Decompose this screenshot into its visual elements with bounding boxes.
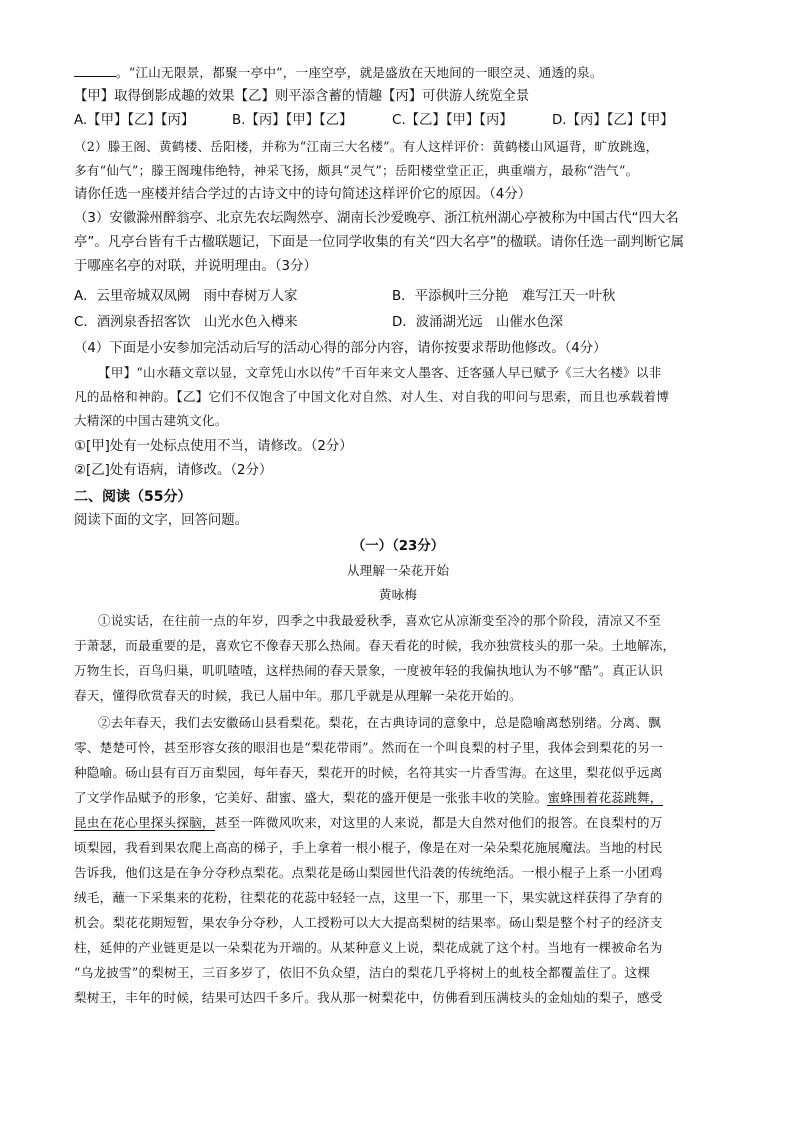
q3-line-2: 亭”。凡亭台皆有千古楹联题记，下面是一位同学收集的有关“四大名亭”的楹联。请你任选一副判断它属	[74, 235, 684, 250]
article-title: 从理解一朵花开始	[346, 563, 450, 578]
underlined-sentence-cont: 昆虫在花心里探头探脑，	[74, 815, 215, 830]
q3-line-1: （3）安徽滁州醉翁亭、北京先农坛陶然亭、湖南长沙爱晚亭、浙江杭州湖心亭被称为中国古代“四大名	[74, 211, 679, 226]
section-heading: 二、阅读（55分）	[74, 489, 192, 505]
choice-a: A.【甲】【乙】【丙】	[74, 113, 195, 128]
p2-line-11: “乌龙披雪”的梨树王，三百多岁了，依旧不负众望，洁白的梨花几乎将树上的虬枝全都覆盖住了。这棵	[74, 965, 651, 980]
q2-prompt: 请你任选一座楼并结合学过的古诗文中的诗句简述这样评价它的原因。（4分）	[74, 187, 532, 202]
q4-subquestion-1: ①[甲]处有一处标点使用不当，请修改。（2分）	[74, 439, 353, 454]
reading-instruction: 阅读下面的文字，回答问题。	[74, 513, 249, 528]
choice-d: D.【丙】【乙】【甲】	[552, 113, 674, 128]
choice-b: B.【丙】【甲】【乙】	[232, 113, 353, 128]
choice-c: C.【乙】【甲】【丙】	[392, 113, 513, 128]
couplet-c: C．酒洌泉香招客饮 山光水色入樽来	[74, 315, 298, 330]
p2-line-3: 种隐喻。砀山县有百万亩梨园，每年春天，梨花开的时候，名符其实一片香雪海。在这里，梨花似乎远离	[74, 765, 663, 780]
p2-line-1: ②去年春天，我们去安徽砀山县看梨花。梨花，在古典诗词的意象中，总是隐喻离愁别绪。分离、飘	[98, 715, 661, 730]
p1-line-1: ①说实话，在往前一点的年岁，四季之中我最爱秋季，喜欢它从凉渐变至冷的那个阶段，清凉又不至	[98, 613, 661, 628]
answer-blank	[74, 64, 116, 77]
couplet-b: B．平添枫叶三分艳 难写江天一叶秋	[392, 289, 616, 304]
p2-line-5: 昆虫在花心里探头探脑，甚至一阵微风吹来，对这里的人来说，都是大自然对他们的报答。在良梨村的万	[74, 815, 663, 830]
p2-line-7: 告诉我，他们这是在争分夺秒点梨花。点梨花是砀山梨园世代沿袭的传统绝活。一根小棍子上系一小团鸡	[74, 865, 663, 880]
q2-line-1: （2）滕王阁、黄鹤楼、岳阳楼，并称为“江南三大名楼”。有人这样评价：黄鹤楼山风逼背，旷放跳逸，	[74, 139, 659, 154]
p2-line-2: 零、楚楚可怜，甚至形容女孩的眼泪也是“梨花带雨”。然而在一个叫良梨的村子里，我体会到梨花的另一	[74, 740, 663, 755]
p2-line-10: 柱，延伸的产业链更是以一朵梨花为开端的。从某种意义上说，梨花成就了这个村。当地有一棵被命名为	[74, 940, 663, 955]
p1-line-4: 春天，懂得欣赏春天的时候，我已人届中年。那几乎就是从理解一朵花开始的。	[74, 688, 522, 703]
p1-line-2: 于萧瑟，而最重要的是，喜欢它不像春天那么热闹。春天看花的时候，我亦独赏枝头的那一朵。土地解冻，	[74, 638, 676, 653]
couplet-a: A．云里帝城双凤阙 雨中春树万人家	[74, 289, 298, 304]
fill-blank-line: 。“江山无限景，都聚一亭中”，一座空亭，就是盛放在天地间的一眼空灵、通透的泉。	[74, 64, 722, 82]
subsection-heading: （一）（23分）	[351, 539, 445, 554]
couplet-d: D．波涌湖光远 山催水色深	[392, 315, 563, 330]
underlined-sentence: 蜜蜂围着花蕊跳舞，	[547, 790, 663, 805]
article-author: 黄咏梅	[378, 587, 418, 602]
q4-passage-line-1: 【甲】“山水藉文章以显，文章凭山水以传”千百年来文人墨客、迁客骚人早已赋予《三大名楼》以非	[98, 365, 662, 380]
p1-line-3: 万物生长，百鸟归巢，叽叽喳喳，这样热闹的春天景象，一度被年轻的我偏执地认为不够“酷”。真正认识	[74, 663, 663, 678]
p2-line-6: 顷梨园，我看到果农爬上高高的梯子，手上拿着一根小棍子，像是在对一朵朵梨花施展魔法。当地的村民	[74, 840, 663, 855]
sentence-options-text: 【甲】取得倒影成趣的效果【乙】则平添含蓄的情趣【丙】可供游人统览全景	[74, 89, 530, 104]
p2-line-9: 机会。梨花花期短暂，果农争分夺秒，人工授粉可以大大提高梨树的结果率。砀山梨是整个村子的经济支	[74, 915, 663, 930]
q2-line-2: 多有“仙气”；滕王阁瑰伟绝特，神采飞扬，颇具“灵气”；岳阳楼堂堂正正，典重端方，最称“浩气”。	[74, 163, 639, 178]
q3-line-3: 于哪座名亭的对联，并说明理由。（3分）	[74, 259, 317, 274]
p2-line-8: 绒毛，蘸一下采集来的花粉，往梨花的花蕊中轻轻一点，这里一下，那里一下，果实就这样获得了孕育的	[74, 890, 663, 905]
q4-passage-line-3: 大精深的中国古建筑文化。	[74, 413, 228, 428]
p2-line-12: 梨树王，丰年的时候，结果可达四千多斤。我从那一树梨花中，仿佛看到压满枝头的金灿灿的梨子，感受	[74, 990, 663, 1005]
q4-passage-line-2: 凡的品格和神韵。【乙】它们不仅饱含了中国文化对自然、对人生、对自我的叩问与思索，而且也承载着博	[74, 389, 670, 404]
p2-line-4: 了文学作品赋予的形象，它美好、甜蜜、盛大，梨花的盛开便是一张张丰收的笑脸。蜜蜂围着花蕊跳舞，	[74, 790, 663, 805]
q4-subquestion-2: ②[乙]处有语病，请修改。（2分）	[74, 463, 273, 478]
q4-prompt: （4）下面是小安参加完活动后写的活动心得的部分内容，请你按要求帮助他修改。（4分）	[74, 341, 607, 356]
